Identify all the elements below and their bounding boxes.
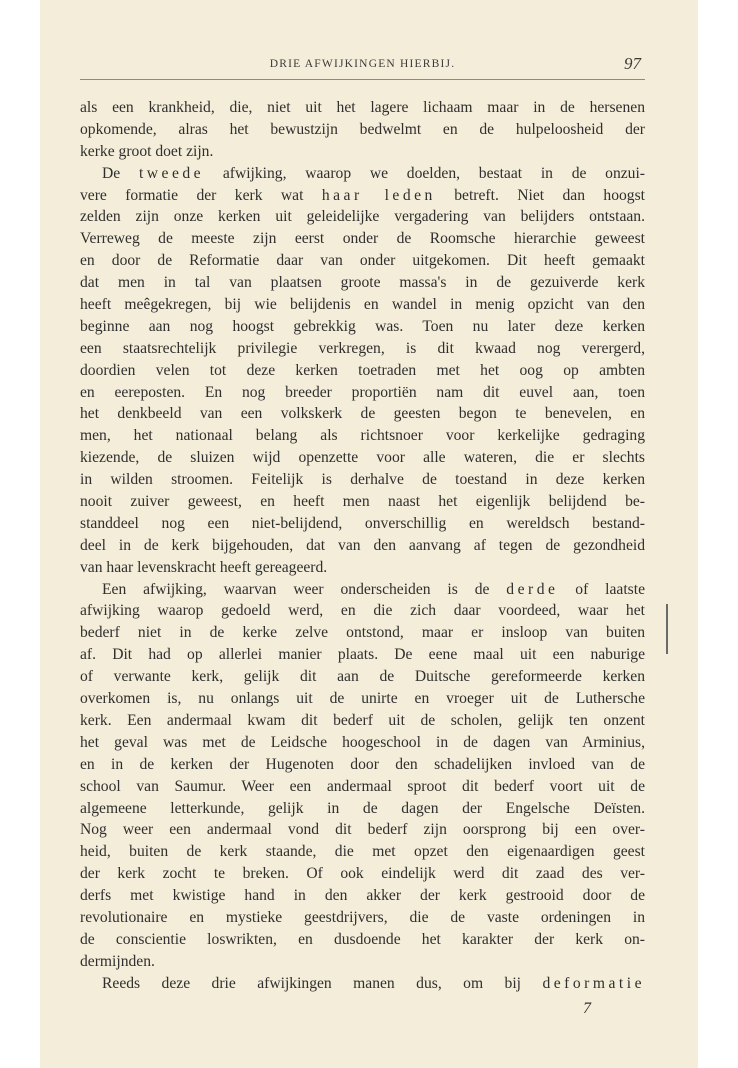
text-segment: afwijking, waarop we doelden, bestaat in de onzui- (204, 164, 645, 182)
text-segment: heid, buiten de kerk staande, die met opzet den eigenaardigen geest (80, 843, 645, 861)
text-segment: overkomen is, nu onlangs uit de unirte en vroeger uit de Luthersche (80, 690, 645, 708)
text-segment: in wilden stroomen. Feitelijk is derhalve de toestand in deze kerken (80, 471, 645, 489)
text-line (80, 666, 645, 688)
text-line (80, 97, 645, 119)
text-line (80, 535, 645, 557)
text-segment: de conscientie loswrikten, en dusdoende het karakter der kerk on- (80, 930, 645, 948)
text-segment: deel in de kerk bijgehouden, dat van den aanvang af tegen de gezondheid (80, 536, 645, 554)
text-segment: doordien velen tot deze kerken toetraden met het oog op ambten (80, 361, 645, 379)
text-line (80, 907, 645, 929)
text-segment: school van Saumur. Weer een andermaal sproot dit bederf voort uit de (80, 777, 645, 795)
text-line (80, 885, 645, 907)
text-segment: afwijking waarop gedoeld werd, en die zich daar voordeed, waar het (80, 602, 645, 620)
text-line (80, 294, 645, 316)
text-segment: Reeds deze drie afwijkingen manen dus, om bij (102, 974, 543, 992)
text-line (80, 206, 645, 228)
text-line (80, 600, 645, 622)
text-line (80, 185, 645, 207)
text-segment: opkomende, alras het bewustzijn bedwelmt en de hulpeloosheid der (80, 120, 645, 138)
text-segment: kiezende, de sluizen wijd openzette voor alle wateren, die er slechts (80, 449, 645, 467)
text-segment: men, het nationaal belang als richtsnoer voor kerkelijke gedraging (80, 427, 645, 445)
text-line (80, 688, 645, 710)
text-segment: kerke groot doet zijn. (80, 142, 214, 160)
text-segment: De (102, 164, 139, 182)
text-segment: en in de kerken der Hugenoten door den schadelijken invloed van de (80, 755, 645, 773)
text-line (80, 819, 645, 841)
text-line (80, 732, 645, 754)
text-line (80, 163, 645, 185)
text-segment: het denkbeeld van een volkskerk de geesten begon te benevelen, en (80, 405, 645, 423)
text-line (80, 119, 645, 141)
emphasis-text: derde (506, 580, 559, 598)
text-segment: beginne aan nog hoogst gebrekkig was. Toen nu later deze kerken (80, 317, 645, 335)
text-line (80, 513, 645, 535)
text-line (80, 841, 645, 863)
text-segment: der kerk zocht te breken. Of ook eindelijk werd dit zaad des ver- (80, 865, 645, 883)
text-segment: betreft. Niet dan hoogst (435, 186, 646, 204)
text-line (80, 447, 645, 469)
page-header (80, 54, 645, 78)
text-segment: heeft meêgekregen, bij wie belijdenis en wandel in menig opzicht van den (80, 296, 645, 314)
text-line (80, 316, 645, 338)
text-line (80, 951, 645, 973)
text-segment: of laatste (558, 580, 645, 598)
text-segment: standdeel nog een niet-belijdend, onverschillig en wereldsch bestand- (80, 514, 645, 532)
text-segment: dermijnden. (80, 952, 155, 970)
text-line (80, 250, 645, 272)
text-line (80, 622, 645, 644)
text-line (80, 710, 645, 732)
text-line (80, 338, 645, 360)
text-segment: zelden zijn onze kerken uit geleidelijke vergadering van belijders ontstaan. (80, 208, 645, 226)
text-segment: af. Dit had op allerlei manier plaats. De eene maal uit een naburige (80, 646, 645, 664)
text-segment: of verwante kerk, gelijk dit aan de Duitsche gereformeerde kerken (80, 668, 645, 686)
text-segment: Nog weer een andermaal vond dit bederf zijn oorsprong bij een over- (80, 821, 645, 839)
text-line (80, 382, 645, 404)
margin-mark (666, 604, 668, 654)
text-segment: het geval was met de Leidsche hoogeschool in de dagen van Arminius, (80, 733, 645, 751)
text-segment: een staatsrechtelijk privilegie verkregen, is dit kwaad nog verergerd, (80, 339, 645, 357)
text-line (80, 403, 645, 425)
emphasis-text: deformatie (542, 974, 645, 992)
text-line (80, 579, 645, 601)
text-line (80, 776, 645, 798)
text-segment: Verreweg de meeste zijn eerst onder de Roomsche hierarchie geweest (80, 230, 645, 248)
page-number: 97 (624, 54, 641, 73)
text-line (80, 360, 645, 382)
text-segment: van haar levenskracht heeft gereageerd. (80, 558, 328, 576)
signature-mark: 7 (583, 1000, 591, 1017)
body-text (80, 97, 645, 995)
text-segment: Een afwijking, waarvan weer onderscheiden is de (102, 580, 507, 598)
text-line (80, 973, 645, 995)
text-line (80, 798, 645, 820)
text-line (80, 425, 645, 447)
header-rule (80, 79, 645, 80)
text-segment: revolutionaire en mystieke geestdrijvers, die de vaste ordeningen in (80, 908, 645, 926)
text-segment: kerk. Een andermaal kwam dit bederf uit de scholen, gelijk ten onzent (80, 711, 645, 729)
text-segment: als een krankheid, die, niet uit het lagere lichaam maar in de hersenen (80, 99, 645, 116)
text-line (80, 754, 645, 776)
text-line (80, 557, 645, 579)
text-segment: en eereposten. En nog breeder proportiën nam dit euvel aan, toen (80, 383, 645, 401)
text-line (80, 644, 645, 666)
text-segment: en door de Reformatie daar van onder uitgekomen. Dit heeft gemaakt (80, 252, 645, 270)
text-segment: algemeene letterkunde, gelijk in de dagen der Engelsche Deïsten. (80, 799, 645, 817)
emphasis-text: tweede (138, 164, 205, 182)
text-line (80, 272, 645, 294)
text-segment: dat men in tal van plaatsen groote massa's in de gezuiverde kerk (80, 274, 645, 292)
text-segment: derfs met kwistige hand in den akker der kerk gestrooid door de (80, 887, 645, 905)
text-line (80, 491, 645, 513)
text-line (80, 141, 645, 163)
text-segment: vere formatie der kerk wat (80, 186, 322, 204)
text-line (80, 228, 645, 250)
text-segment: nooit zuiver geweest, en heeft men naast het eigenlijk belijdend be- (80, 493, 645, 511)
text-line (80, 929, 645, 951)
text-line (80, 863, 645, 885)
running-head: DRIE AFWIJKINGEN HIERBIJ. (269, 58, 456, 70)
text-segment: bederf niet in de kerke zelve ontstond, maar er insloop van buiten (80, 624, 645, 642)
text-line (80, 469, 645, 491)
emphasis-text: haar leden (321, 186, 436, 204)
